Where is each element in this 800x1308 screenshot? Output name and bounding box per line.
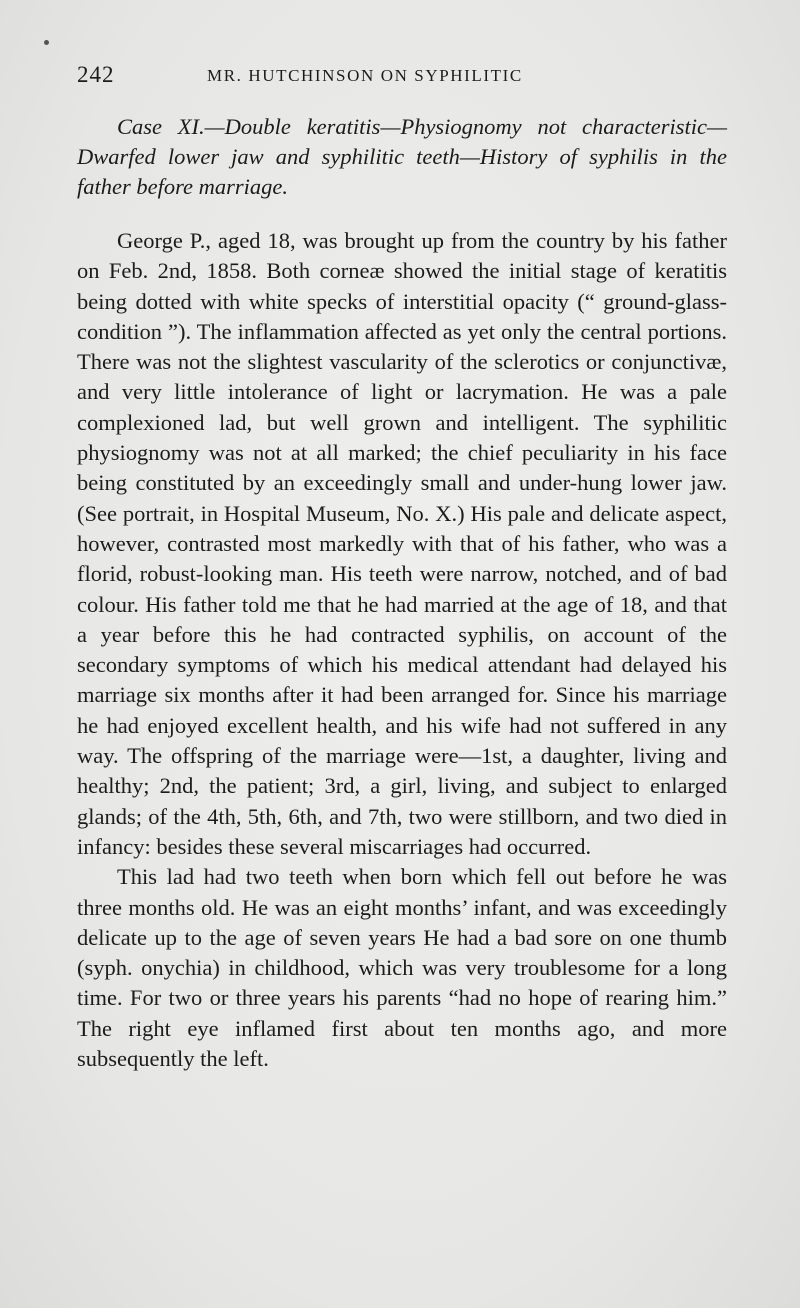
running-head: MR. HUTCHINSON ON SYPHILITIC (207, 66, 523, 85)
case-title: Case XI.—Double keratitis—Physiognomy not characteristic—Dwarfed lower jaw and syphilitic teeth—History of syphilis in the father before marriage. (77, 114, 727, 199)
paragraph: This lad had two teeth when born which fell out before he was three months old. He was an eight months’ infant, and was exceedingly delicate up to the age of seven years He had a bad sore on one thumb (syph. onychia) in childhood, which was very troublesome for a long time. For two or three years his parents “had no hope of rearing him.” The right eye inflamed first about ten months ago, and more subsequently the left. (77, 864, 727, 1072)
page-number: 242 (77, 62, 115, 87)
ink-speck (44, 40, 49, 45)
paragraph: George P., aged 18, was brought up from the country by his father on Feb. 2nd, 1858. Both corneæ showed the initial stage of keratitis being dotted with white specks of interstitial opacity (“ ground-glass-condition ”). The inflammation affected as yet only the central portions. There was not the slightest vascularity of the sclerotics or conjunctivæ, and very little intolerance of light or lacrymation. He was a pale complexioned lad, but well grown and intelligent. The syphilitic physiognomy was not at all marked; the chief peculiarity in his face being constituted by an exceedingly small and under-hung lower jaw. (See portrait, in Hospital Museum, No. X.) His pale and delicate aspect, however, contrasted most markedly with that of his father, who was a florid, robust-looking man. His teeth were narrow, notched, and of bad colour. His father told me that he had married at the age of 18, and that a year before this he had contracted syphilis, on account of the secondary symptoms of which his medical attendant had delayed his marriage six months after it had been arranged for. Since his marriage he had enjoyed excellent health, and his wife had not suffered in any way. The offspring of the marriage were—1st, a daughter, living and healthy; 2nd, the patient; 3rd, a girl, living, and subject to enlarged glands; of the 4th, 5th, 6th, and 7th, two were stillborn, and two died in infancy: besides these several miscarriages had occurred. (77, 228, 727, 859)
page-header (77, 62, 727, 92)
body-text (77, 226, 727, 1074)
